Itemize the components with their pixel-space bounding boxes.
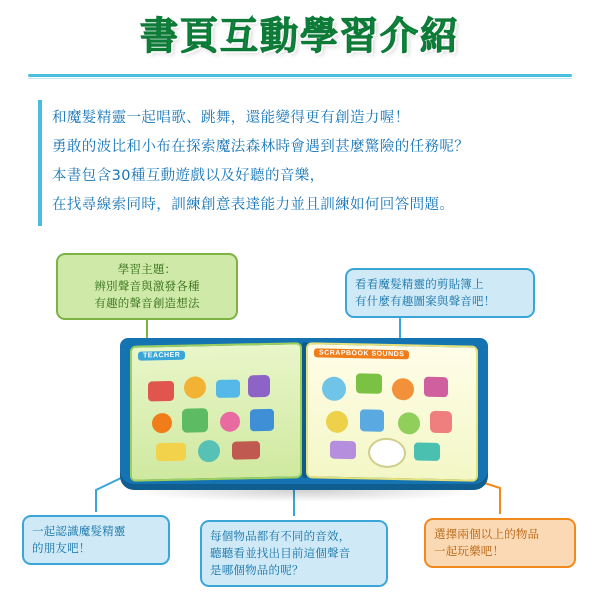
callout-line: 看看魔髮精靈的剪貼簿上 (355, 277, 484, 291)
callout-line: 有趣的聲音創造想法 (94, 296, 200, 310)
intro-line-4: 在找尋線索同時，訓練創意表達能力並且訓練如何回答問題。 (52, 197, 455, 213)
sticker-item (414, 442, 440, 461)
sticker-item (216, 379, 240, 398)
sticker-item (368, 437, 406, 468)
left-page-banner: TEACHER (138, 351, 185, 361)
sticker-item (322, 377, 346, 402)
sticker-item (360, 409, 384, 432)
sticker-item (250, 409, 274, 432)
callout-line: 選擇兩個以上的物品 (434, 527, 540, 541)
callout-learning-topic (56, 253, 238, 320)
callout-line: 一起認識魔髮精靈 (32, 524, 126, 538)
intro-line-1: 和魔髮精靈一起唱歌、跳舞，還能變得更有創造力喔！ (52, 110, 410, 126)
callout-scrapbook (345, 268, 535, 318)
sticker-item (156, 443, 186, 462)
callout-line: 一起玩樂吧！ (434, 544, 505, 558)
right-page-banner: SCRAPBOOK SOUNDS (314, 348, 409, 359)
callout-line: 辨別聲音與激發各種 (94, 279, 200, 293)
callout-line: 的朋友吧！ (32, 541, 91, 555)
sticker-item (326, 411, 348, 433)
sticker-item (198, 440, 220, 462)
sticker-item (220, 411, 240, 431)
sticker-item (424, 377, 448, 398)
book-page-left (130, 342, 302, 482)
sticker-item (356, 373, 382, 394)
sticker-item (232, 441, 260, 460)
sticker-item (152, 413, 172, 433)
title-divider (28, 74, 572, 77)
intro-line-3: 本書包含30種互動遊戲以及好聽的音樂， (52, 168, 325, 184)
callout-line: 學習主題： (117, 262, 177, 276)
callout-play-together (424, 518, 576, 568)
sticker-item (330, 441, 356, 460)
sticker-item (148, 381, 174, 402)
sticker-item (398, 412, 420, 434)
intro-text-block (38, 100, 566, 226)
callout-sound-effects (200, 520, 388, 587)
callout-line: 是哪個物品的呢？ (210, 563, 304, 577)
sticker-item (184, 376, 206, 398)
sticker-item (182, 408, 208, 433)
book (120, 330, 488, 495)
callout-line: 每個物品都有不同的音效， (210, 529, 351, 543)
callout-line: 聽聽看並找出目前這個聲音 (210, 546, 351, 560)
page-title-wrap (0, 8, 600, 78)
sticker-item (430, 411, 452, 433)
page-title: 書頁互動學習介紹 (139, 14, 460, 58)
sticker-item (392, 378, 414, 400)
open-book-illustration (120, 330, 488, 515)
sticker-item (248, 375, 270, 397)
callout-friends (22, 515, 170, 565)
intro-line-2: 勇敢的波比和小布在探索魔法森林時會遇到甚麼驚險的任務呢？ (52, 139, 470, 155)
book-page-right (306, 342, 478, 482)
callout-line: 有什麼有趣圖案與聲音吧！ (355, 294, 496, 308)
